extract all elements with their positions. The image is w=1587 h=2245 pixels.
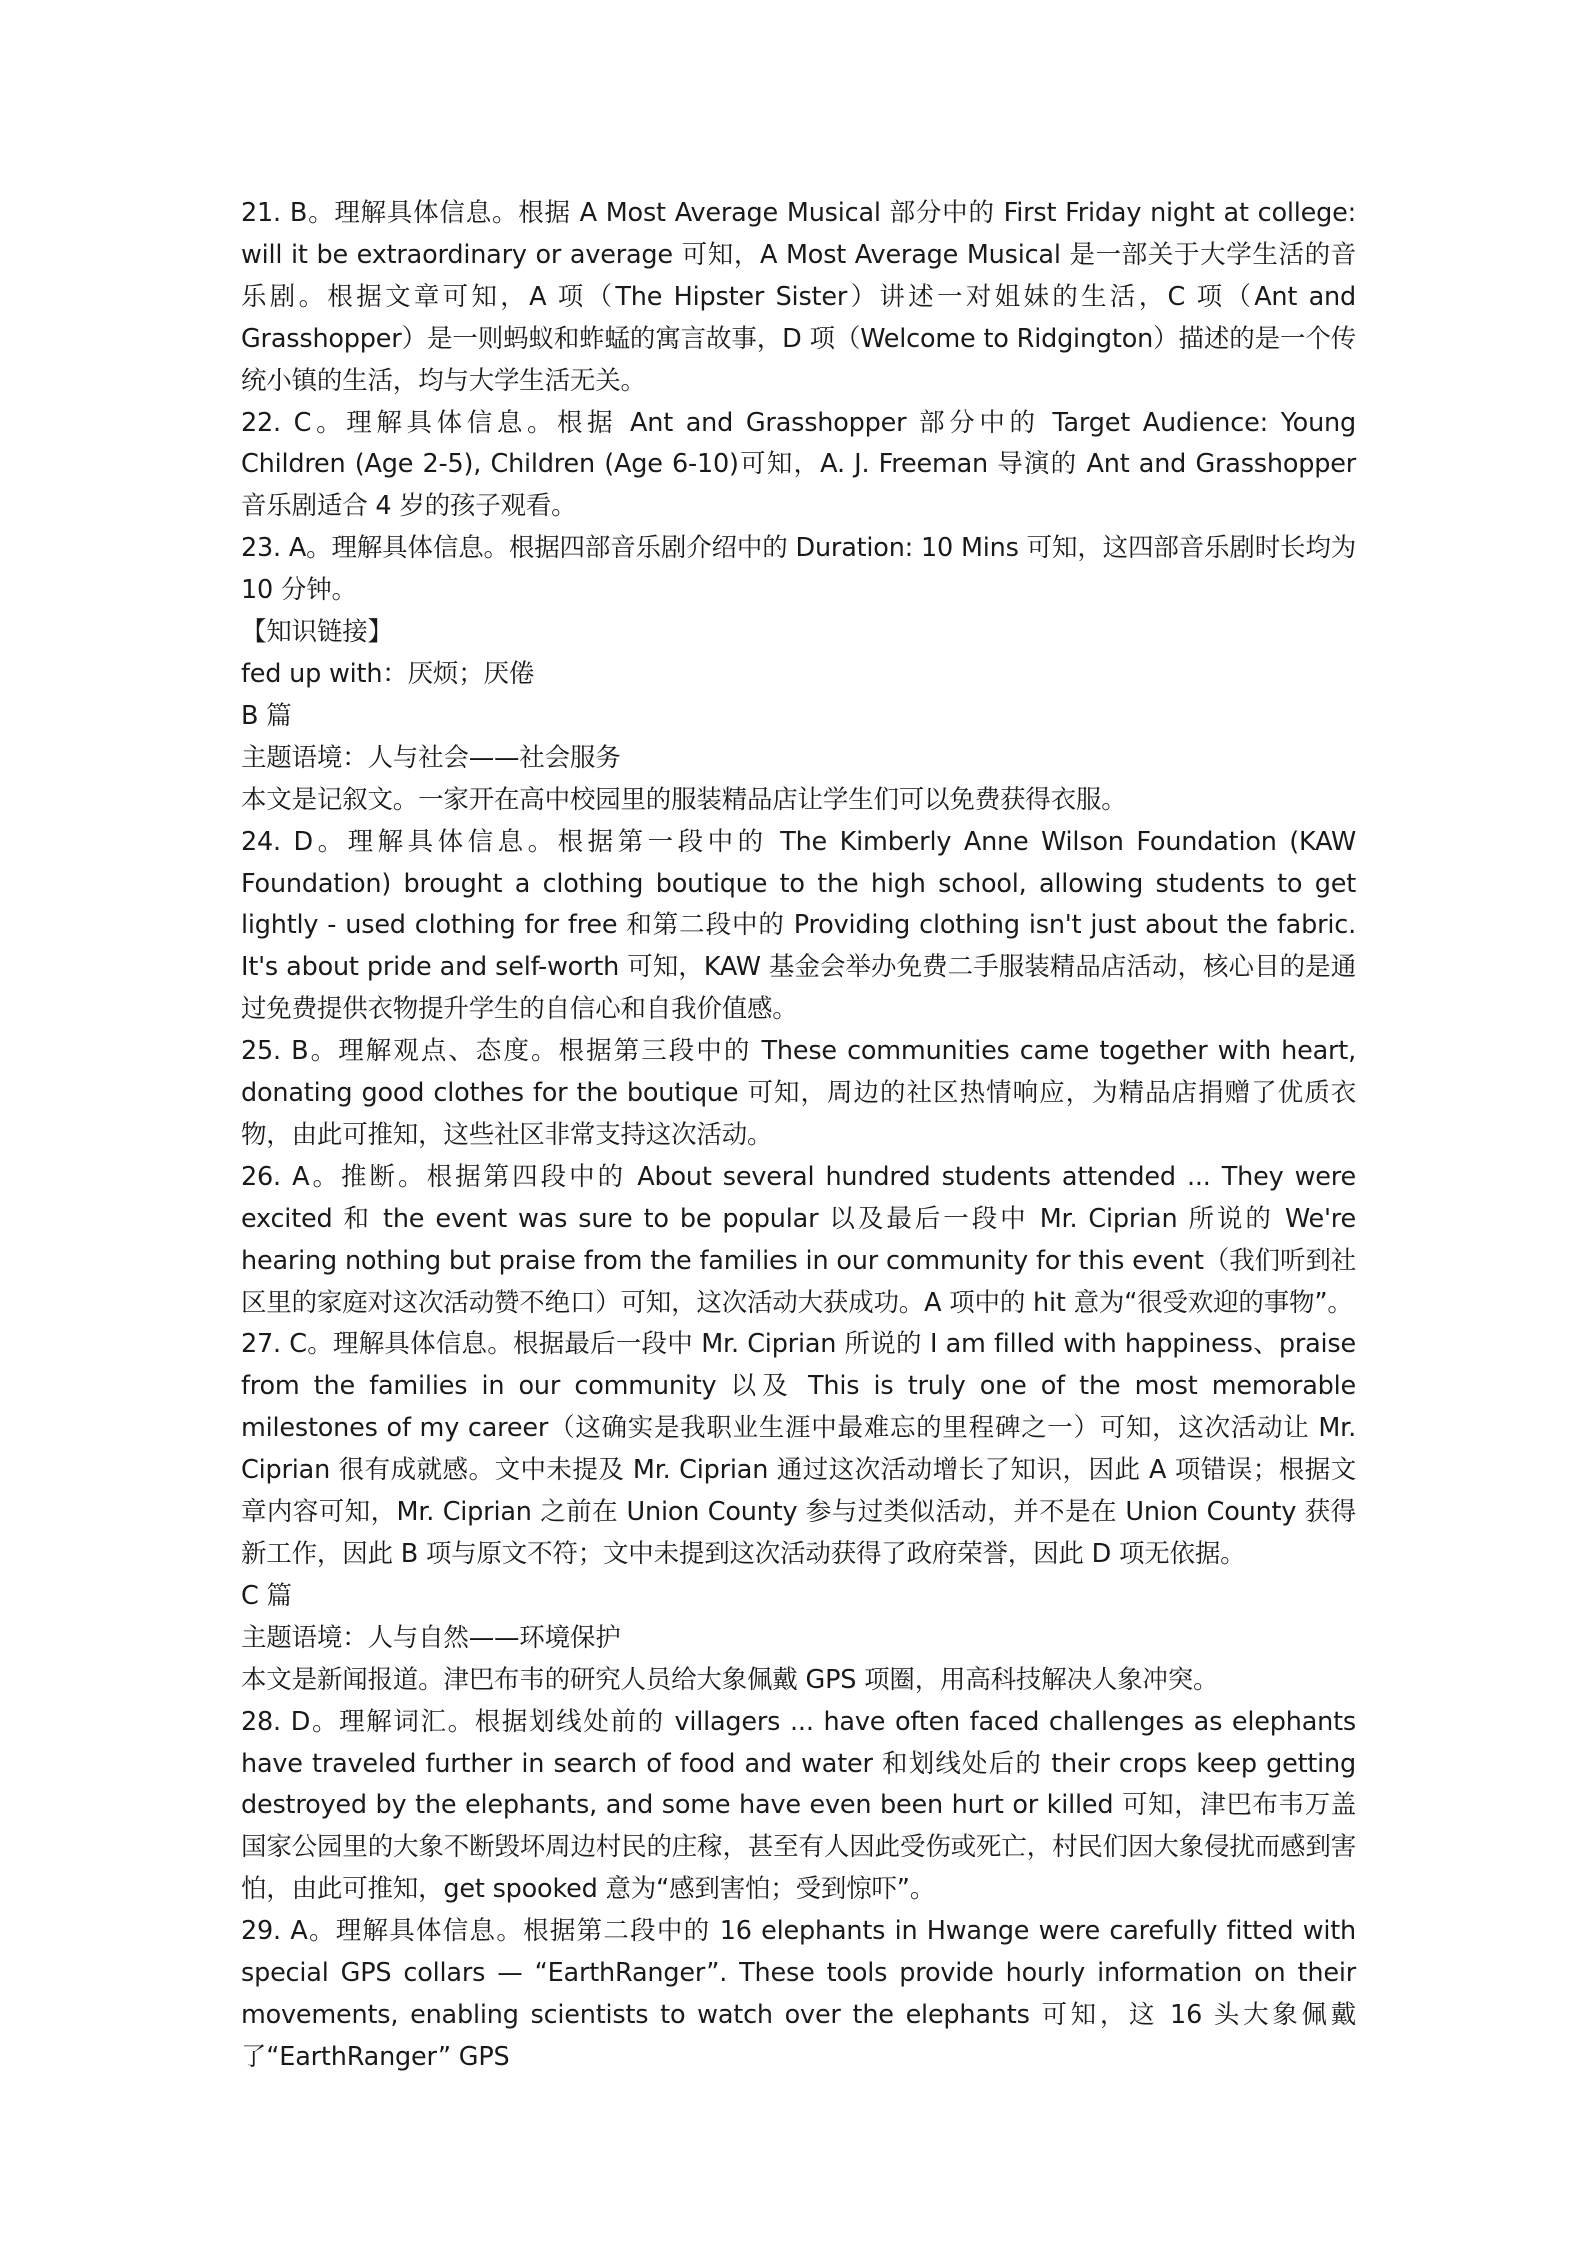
section-b-theme: 主题语境：人与社会——社会服务 <box>241 742 621 773</box>
section-c-summary: 本文是新闻报道。津巴布韦的研究人员给大象佩戴 GPS 项圈，用高科技解决人象冲突。 <box>241 1664 1219 1695</box>
answer-28-explanation: 28. D。理解词汇。根据划线处前的 villagers ... have often faced challenges as elephants have traveled further in search of food and water 和划线处后的 their crops keep getting destroyed by the elephants, and some have even been hurt or killed 可知，津巴布韦万盖国家公园里的大象不断毁坏周边村民的庄稼，甚至有人因此受伤或死亡，村民们因大象侵扰而感到害怕，由此可推知，get spooked 意为“感到害怕；受到惊吓”。 <box>241 1706 1356 1905</box>
section-b-heading: B 篇 <box>241 700 292 731</box>
answer-23-explanation: 23. A。理解具体信息。根据四部音乐剧介绍中的 Duration: 10 Mins 可知，这四部音乐剧时长均为 10 分钟。 <box>241 533 1356 606</box>
answer-27-explanation: 27. C。理解具体信息。根据最后一段中 Mr. Ciprian 所说的 I am filled with happiness、praise from the families in our community 以及 This is truly one of the most memorable milestones of my career（这确实是我职业生涯中最难忘的里程碑之一）可知，这次活动让 Mr. Ciprian 很有成就感。文中未提及 Mr. Ciprian 通过这次活动增长了知识，因此 A 项错误；根据文章内容可知，Mr. Ciprian 之前在 Union County 参与过类似活动，并不是在 Union County 获得新工作，因此 B 项与原文不符；文中未提到这次活动获得了政府荣誉，因此 D 项无依据。 <box>241 1329 1356 1569</box>
answer-22-explanation: 22. C。理解具体信息。根据 Ant and Grasshopper 部分中的 Target Audience: Young Children (Age 2-5), Children (Age 6-10)可知，A. J. Freeman 导演的 Ant and Grasshopper 音乐剧适合 4 岁的孩子观看。 <box>241 407 1356 522</box>
section-b-summary: 本文是记叙文。一家开在高中校园里的服装精品店让学生们可以免费获得衣服。 <box>241 784 1127 815</box>
answer-21-explanation: 21. B。理解具体信息。根据 A Most Average Musical 部分中的 First Friday night at college: will it be extraordinary or average 可知，A Most Average Musical 是一部关于大学生活的音乐剧。根据文章可知，A 项（The Hipster Sister）讲述一对姐妹的生活，C 项（Ant and Grasshopper）是一则蚂蚁和蚱蜢的寓言故事，D 项（Welcome to Ridgington）描述的是一个传统小镇的生活，均与大学生活无关。 <box>241 198 1356 396</box>
knowledge-link-item: fed up with：厌烦；厌倦 <box>241 658 535 689</box>
knowledge-link-heading: 【知识链接】 <box>241 617 393 648</box>
answer-24-explanation: 24. D。理解具体信息。根据第一段中的 The Kimberly Anne Wilson Foundation (KAW Foundation) brought a clothing boutique to the high school, allowing students to get lightly - used clothing for free 和第二段中的 Providing clothing isn't just about the fabric. It's about pride and self-worth 可知，KAW 基金会举办免费二手服装精品店活动，核心目的是通过免费提供衣物提升学生的自信心和自我价值感。 <box>241 826 1356 1025</box>
answer-25-explanation: 25. B。理解观点、态度。根据第三段中的 These communities came together with heart, donating good clothes for the boutique 可知，周边的社区热情响应，为精品店捐赠了优质衣物，由此可推知，这些社区非常支持这次活动。 <box>241 1036 1356 1150</box>
answer-explanation-page <box>241 193 1356 2079</box>
answer-29-explanation: 29. A。理解具体信息。根据第二段中的 16 elephants in Hwange were carefully fitted with special GPS collars — “EarthRanger”. These tools provide hourly information on their movements, enabling scientists to watch over the elephants 可知，这 16 头大象佩戴了“EarthRanger” GPS <box>241 1916 1356 2072</box>
section-c-heading: C 篇 <box>241 1580 292 1611</box>
answer-26-explanation: 26. A。推断。根据第四段中的 About several hundred students attended ... They were excited 和 the event was sure to be popular 以及最后一段中 Mr. Ciprian 所说的 We're hearing nothing but praise from the families in our community for this event（我们听到社区里的家庭对这次活动赞不绝口）可知，这次活动大获成功。A 项中的 hit 意为“很受欢迎的事物”。 <box>241 1161 1356 1318</box>
section-c-theme: 主题语境：人与自然——环境保护 <box>241 1622 621 1653</box>
